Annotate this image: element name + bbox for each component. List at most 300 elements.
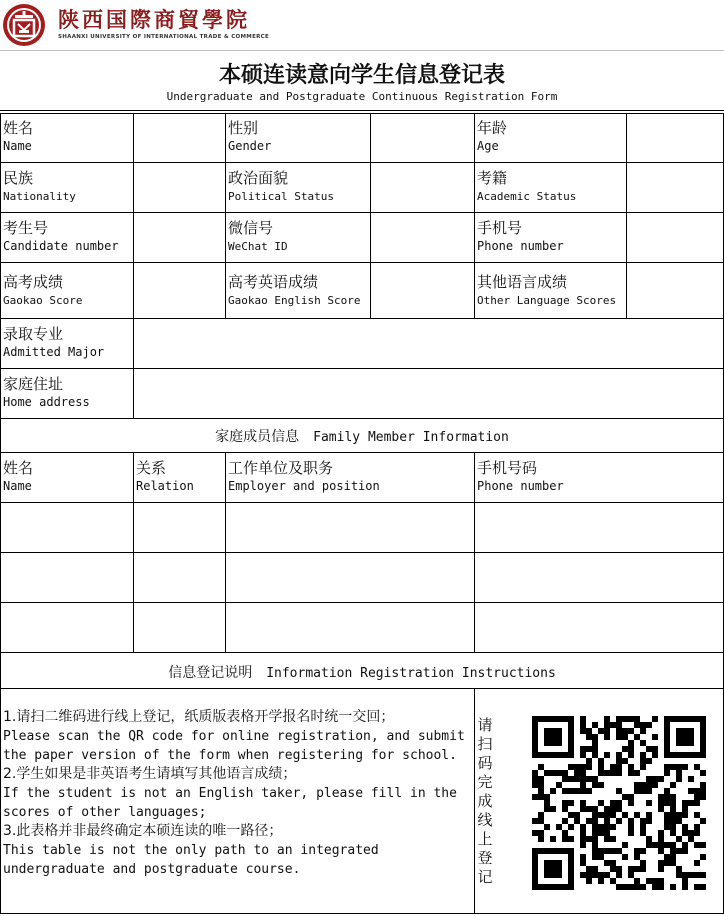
- qr-module: [676, 770, 682, 776]
- qr-module: [592, 848, 598, 854]
- qr-module: [688, 776, 694, 782]
- qr-module: [652, 878, 658, 884]
- qr-module: [598, 758, 604, 764]
- qr-module: [532, 770, 538, 776]
- qr-module: [532, 794, 538, 800]
- qr-module: [616, 734, 622, 740]
- qr-module: [562, 716, 568, 722]
- qr-module: [616, 716, 622, 722]
- qr-module: [676, 776, 682, 782]
- qr-module: [610, 764, 616, 770]
- qr-module: [580, 860, 586, 866]
- qr-module: [550, 770, 556, 776]
- grid-line: [0, 110, 724, 111]
- qr-module: [646, 746, 652, 752]
- qr-module: [700, 884, 706, 890]
- section-title-en: Information Registration Instructions: [266, 666, 556, 681]
- qr-module: [658, 842, 664, 848]
- qr-module: [700, 854, 706, 860]
- label-cn: 家庭住址: [3, 375, 64, 393]
- label-en: Age: [477, 139, 499, 153]
- column-header-cn: 手机号码: [477, 459, 538, 477]
- qr-module: [598, 782, 604, 788]
- grid-line: [0, 552, 724, 553]
- qr-module: [628, 752, 634, 758]
- qr-module: [634, 812, 640, 818]
- grid-line: [0, 652, 724, 653]
- grid-line: [225, 113, 226, 318]
- qr-module: [568, 752, 574, 758]
- qr-module: [562, 752, 568, 758]
- qr-module: [694, 830, 700, 836]
- qr-module: [676, 740, 682, 746]
- qr-module: [652, 734, 658, 740]
- qr-module: [634, 788, 640, 794]
- qr-module: [670, 782, 676, 788]
- qr-module: [694, 860, 700, 866]
- qr-prompt-char: 线: [477, 811, 493, 829]
- qr-module: [676, 728, 682, 734]
- label-cn: 其他语言成绩: [477, 273, 568, 291]
- qr-module: [550, 884, 556, 890]
- qr-module: [670, 818, 676, 824]
- qr-module: [598, 770, 604, 776]
- qr-module: [676, 764, 682, 770]
- qr-module: [682, 884, 688, 890]
- qr-module: [574, 776, 580, 782]
- label-cn: 高考成绩: [3, 273, 64, 291]
- family-col-phone: [477, 459, 564, 495]
- qr-module: [568, 872, 574, 878]
- column-header-en: Name: [3, 479, 32, 493]
- qr-module: [610, 878, 616, 884]
- qr-module: [670, 764, 676, 770]
- qr-module: [550, 734, 556, 740]
- qr-module: [616, 752, 622, 758]
- grid-line: [0, 688, 724, 689]
- qr-module: [664, 794, 670, 800]
- qr-module: [550, 740, 556, 746]
- qr-module: [682, 830, 688, 836]
- qr-module: [640, 758, 646, 764]
- qr-module: [628, 740, 634, 746]
- qr-module: [604, 818, 610, 824]
- qr-module: [628, 884, 634, 890]
- qr-module: [592, 842, 598, 848]
- column-header-en: Relation: [136, 479, 194, 493]
- qr-module: [688, 872, 694, 878]
- qr-module: [586, 764, 592, 770]
- grid-line: [0, 113, 1, 418]
- section-title-cn: 信息登记说明: [168, 665, 253, 681]
- qr-module: [604, 860, 610, 866]
- grid-line: [0, 262, 724, 263]
- qr-module: [568, 848, 574, 854]
- qr-module: [646, 776, 652, 782]
- qr-module: [604, 728, 610, 734]
- qr-module: [682, 848, 688, 854]
- qr-module: [580, 722, 586, 728]
- qr-module: [538, 752, 544, 758]
- qr-module: [634, 782, 640, 788]
- qr-module: [688, 716, 694, 722]
- qr-module: [592, 746, 598, 752]
- qr-prompt-char: 登: [477, 849, 493, 867]
- qr-prompt-char: 请: [477, 716, 493, 734]
- qr-module: [628, 794, 634, 800]
- qr-module: [556, 770, 562, 776]
- qr-module: [538, 812, 544, 818]
- grid-line: [0, 913, 724, 914]
- school-name-cn: 陕西国際商貿學院: [58, 7, 250, 32]
- qr-module: [556, 860, 562, 866]
- qr-module: [700, 794, 706, 800]
- qr-module: [694, 800, 700, 806]
- qr-module: [532, 878, 538, 884]
- qr-module: [598, 800, 604, 806]
- qr-module: [538, 830, 544, 836]
- column-header-en: Phone number: [477, 479, 564, 493]
- qr-module: [700, 728, 706, 734]
- qr-module: [688, 734, 694, 740]
- qr-module: [562, 776, 568, 782]
- label-cn: 手机号: [477, 219, 523, 237]
- label-cn: 民族: [3, 169, 34, 187]
- qr-module: [646, 788, 652, 794]
- qr-module: [556, 782, 562, 788]
- qr-module: [604, 848, 610, 854]
- label-gender: [228, 119, 271, 155]
- qr-module: [574, 812, 580, 818]
- qr-module: [682, 800, 688, 806]
- qr-module: [664, 818, 670, 824]
- qr-module: [598, 764, 604, 770]
- label-en: Phone number: [477, 239, 564, 253]
- qr-module: [646, 758, 652, 764]
- qr-module: [694, 788, 700, 794]
- qr-module: [586, 746, 592, 752]
- qr-module: [598, 878, 604, 884]
- instruction-cn: 3.此表格并非最终确定本硕连读的唯一路径；: [3, 823, 283, 839]
- label-cn: 高考英语成绩: [228, 273, 319, 291]
- qr-module: [550, 836, 556, 842]
- qr-module: [694, 884, 700, 890]
- qr-module: [682, 764, 688, 770]
- qr-module: [616, 770, 622, 776]
- qr-module: [700, 716, 706, 722]
- grid-line: [133, 113, 134, 418]
- qr-module: [634, 878, 640, 884]
- grid-line: [0, 212, 724, 213]
- qr-module: [538, 776, 544, 782]
- qr-module: [544, 806, 550, 812]
- qr-module: [670, 830, 676, 836]
- qr-module: [544, 866, 550, 872]
- qr-module: [580, 806, 586, 812]
- qr-module: [562, 800, 568, 806]
- qr-module: [532, 734, 538, 740]
- qr-module: [568, 812, 574, 818]
- registration-qr-code[interactable]: [532, 716, 706, 890]
- qr-module: [640, 722, 646, 728]
- qr-module: [700, 746, 706, 752]
- qr-prompt-char: 完: [477, 773, 493, 791]
- qr-module: [670, 854, 676, 860]
- qr-module: [580, 728, 586, 734]
- qr-module: [646, 812, 652, 818]
- qr-module: [694, 872, 700, 878]
- qr-module: [682, 734, 688, 740]
- label-en: Academic Status: [477, 190, 577, 203]
- qr-module: [640, 764, 646, 770]
- grid-line: [474, 113, 475, 318]
- label-en: Name: [3, 139, 32, 153]
- qr-module: [670, 716, 676, 722]
- qr-module: [694, 842, 700, 848]
- qr-module: [616, 758, 622, 764]
- qr-module: [568, 728, 574, 734]
- school-logo: [2, 3, 46, 47]
- qr-module: [580, 800, 586, 806]
- qr-module: [544, 824, 550, 830]
- qr-module: [616, 866, 622, 872]
- qr-module: [610, 866, 616, 872]
- qr-module: [598, 728, 604, 734]
- qr-module: [604, 752, 610, 758]
- label-political-status: [228, 169, 334, 205]
- qr-module: [568, 800, 574, 806]
- qr-module: [544, 728, 550, 734]
- label-en: Gaokao Score: [3, 294, 83, 307]
- instruction-en: This table is not the only path to an integrated undergraduate and postgraduate course.: [3, 843, 379, 877]
- qr-module: [700, 818, 706, 824]
- label-academic-status: [477, 169, 576, 205]
- instruction-cn: 2.学生如果是非英语考生请填写其他语言成绩；: [3, 766, 297, 782]
- qr-module: [538, 788, 544, 794]
- qr-module: [670, 812, 676, 818]
- grid-line: [0, 318, 724, 319]
- qr-module: [628, 770, 634, 776]
- qr-module: [556, 716, 562, 722]
- qr-module: [574, 788, 580, 794]
- qr-module: [700, 788, 706, 794]
- qr-module: [580, 770, 586, 776]
- qr-module: [640, 884, 646, 890]
- qr-module: [568, 884, 574, 890]
- qr-module: [532, 848, 538, 854]
- qr-module: [628, 872, 634, 878]
- qr-module: [628, 824, 634, 830]
- qr-module: [592, 734, 598, 740]
- qr-module: [532, 722, 538, 728]
- label-cn: 考籍: [477, 169, 508, 187]
- label-cn: 年龄: [477, 119, 508, 137]
- qr-module: [670, 800, 676, 806]
- qr-module: [616, 764, 622, 770]
- qr-module: [550, 752, 556, 758]
- qr-module: [640, 752, 646, 758]
- section-title-en: Family Member Information: [313, 430, 509, 445]
- qr-module: [670, 848, 676, 854]
- qr-prompt-char: 上: [477, 830, 493, 848]
- qr-module: [610, 848, 616, 854]
- grid-line: [474, 452, 475, 652]
- qr-module: [586, 806, 592, 812]
- qr-module: [604, 722, 610, 728]
- qr-module: [646, 842, 652, 848]
- qr-module: [658, 830, 664, 836]
- qr-module: [532, 716, 538, 722]
- qr-module: [556, 872, 562, 878]
- qr-prompt-char: 成: [477, 792, 493, 810]
- header-divider: [0, 50, 724, 51]
- qr-module: [616, 806, 622, 812]
- instruction-en: Please scan the QR code for online registration, and submit the paper version of the form when registering for school.: [3, 729, 465, 763]
- qr-module: [610, 824, 616, 830]
- qr-module: [544, 860, 550, 866]
- qr-module: [628, 746, 634, 752]
- qr-module: [544, 770, 550, 776]
- qr-module: [568, 722, 574, 728]
- qr-module: [538, 848, 544, 854]
- qr-module: [592, 776, 598, 782]
- qr-module: [562, 830, 568, 836]
- qr-module: [628, 764, 634, 770]
- qr-module: [676, 752, 682, 758]
- qr-module: [700, 752, 706, 758]
- qr-module: [544, 848, 550, 854]
- qr-module: [592, 872, 598, 878]
- qr-module: [622, 884, 628, 890]
- qr-module: [604, 812, 610, 818]
- qr-module: [682, 812, 688, 818]
- qr-module: [592, 836, 598, 842]
- column-header-cn: 工作单位及职务: [228, 459, 334, 477]
- qr-module: [622, 758, 628, 764]
- qr-module: [622, 716, 628, 722]
- grid-line: [0, 452, 724, 453]
- qr-module: [670, 806, 676, 812]
- qr-module: [634, 734, 640, 740]
- qr-module: [568, 764, 574, 770]
- qr-module: [634, 854, 640, 860]
- qr-module: [664, 722, 670, 728]
- qr-module: [640, 824, 646, 830]
- label-nationality: [3, 169, 76, 205]
- qr-module: [592, 854, 598, 860]
- qr-module: [670, 860, 676, 866]
- label-en: Admitted Major: [3, 345, 105, 359]
- qr-module: [562, 818, 568, 824]
- qr-module: [604, 836, 610, 842]
- qr-prompt-char: 扫: [477, 735, 493, 753]
- qr-module: [610, 812, 616, 818]
- qr-module: [580, 788, 586, 794]
- qr-module: [670, 824, 676, 830]
- qr-module: [622, 842, 628, 848]
- qr-module: [622, 854, 628, 860]
- qr-module: [568, 716, 574, 722]
- qr-module: [586, 728, 592, 734]
- column-header-en: Employer and position: [228, 479, 380, 493]
- qr-module: [568, 854, 574, 860]
- qr-module: [622, 746, 628, 752]
- grid-line: [626, 113, 627, 318]
- qr-module: [634, 884, 640, 890]
- qr-module: [532, 860, 538, 866]
- qr-module: [664, 746, 670, 752]
- qr-module: [586, 818, 592, 824]
- qr-module: [580, 872, 586, 878]
- qr-module: [550, 788, 556, 794]
- qr-module: [556, 752, 562, 758]
- qr-module: [604, 806, 610, 812]
- qr-module: [628, 728, 634, 734]
- qr-module: [532, 854, 538, 860]
- qr-module: [592, 818, 598, 824]
- label-en: Candidate number: [3, 239, 119, 253]
- qr-module: [556, 848, 562, 854]
- grid-line: [0, 162, 724, 163]
- qr-module: [562, 806, 568, 812]
- qr-module: [664, 824, 670, 830]
- qr-module: [556, 824, 562, 830]
- qr-module: [592, 812, 598, 818]
- label-en: Nationality: [3, 190, 76, 203]
- qr-prompt-char: 码: [477, 754, 493, 772]
- qr-module: [544, 872, 550, 878]
- qr-module: [664, 860, 670, 866]
- qr-module: [604, 716, 610, 722]
- qr-module: [634, 722, 640, 728]
- qr-module: [568, 746, 574, 752]
- qr-module: [598, 812, 604, 818]
- instruction-cn: 1.请扫二维码进行线上登记，纸质版表格开学报名时统一交回；: [3, 709, 395, 725]
- qr-module: [598, 872, 604, 878]
- qr-module: [670, 794, 676, 800]
- grid-line: [225, 452, 226, 652]
- qr-module: [622, 812, 628, 818]
- qr-module: [568, 740, 574, 746]
- qr-module: [550, 860, 556, 866]
- qr-module: [682, 824, 688, 830]
- qr-module: [658, 848, 664, 854]
- qr-module: [658, 860, 664, 866]
- qr-module: [580, 830, 586, 836]
- qr-module: [544, 716, 550, 722]
- qr-module: [700, 740, 706, 746]
- qr-module: [568, 824, 574, 830]
- qr-module: [544, 734, 550, 740]
- qr-module: [592, 722, 598, 728]
- qr-module: [580, 854, 586, 860]
- grid-line: [370, 113, 371, 318]
- column-header-cn: 姓名: [3, 459, 34, 477]
- qr-module: [628, 866, 634, 872]
- qr-module: [682, 752, 688, 758]
- qr-module: [628, 800, 634, 806]
- qr-module: [652, 782, 658, 788]
- label-candidate-number: [3, 219, 119, 255]
- qr-module: [538, 716, 544, 722]
- qr-module: [694, 716, 700, 722]
- qr-module: [562, 848, 568, 854]
- qr-module: [592, 752, 598, 758]
- qr-module: [550, 806, 556, 812]
- qr-module: [550, 866, 556, 872]
- qr-module: [532, 746, 538, 752]
- qr-module: [568, 878, 574, 884]
